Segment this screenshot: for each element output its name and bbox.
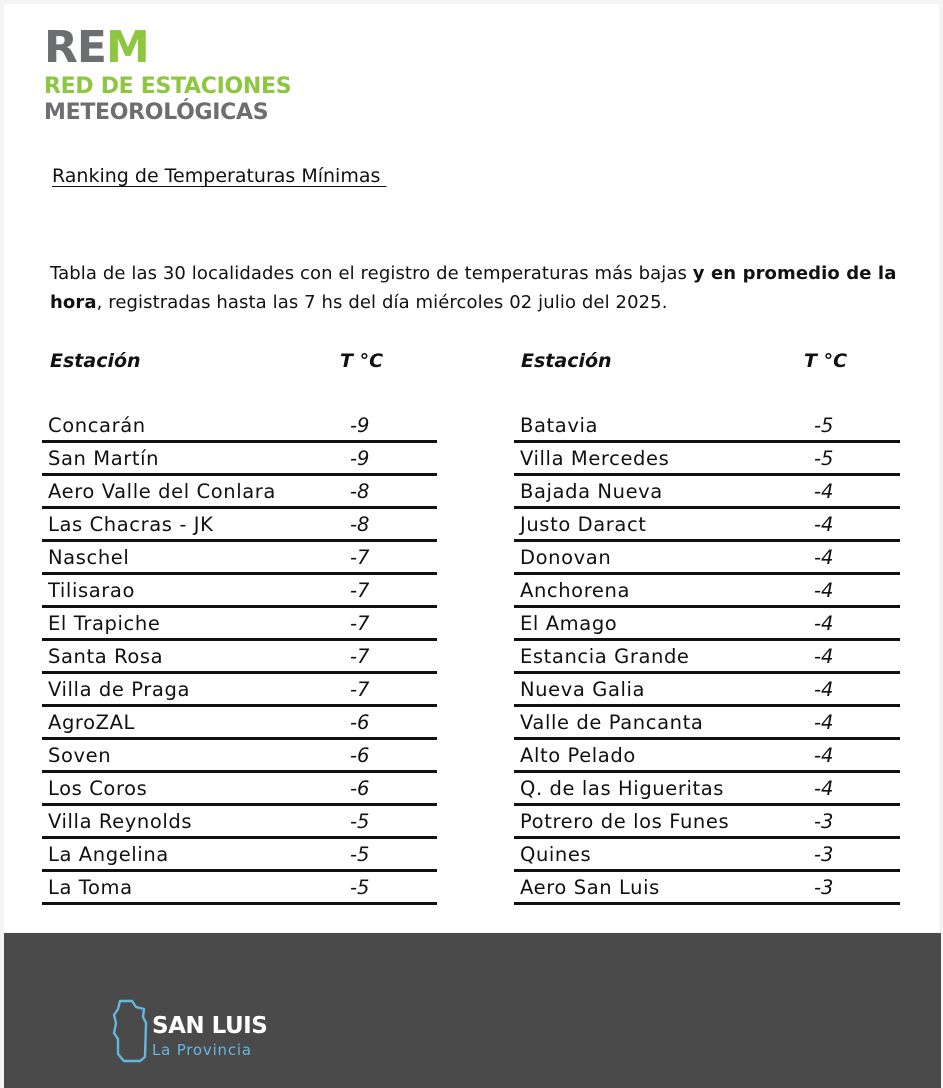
station-name: Las Chacras - JK <box>48 513 214 536</box>
station-name: Soven <box>48 744 112 767</box>
temperature-value: -4 <box>814 612 834 635</box>
table-row <box>514 674 900 707</box>
temperature-value: -5 <box>350 876 370 899</box>
temperature-value: -4 <box>814 777 834 800</box>
san-luis-subtitle: La Provincia <box>152 1041 252 1059</box>
station-name: Concarán <box>48 414 146 437</box>
station-name: Naschel <box>48 546 130 569</box>
table-row <box>514 542 900 575</box>
table-row <box>514 641 900 674</box>
temperature-value: -5 <box>350 810 370 833</box>
table-row <box>514 476 900 509</box>
table-row <box>42 575 437 608</box>
station-name: Villa de Praga <box>48 678 190 701</box>
table-row <box>514 410 900 443</box>
table-row <box>42 641 437 674</box>
table-row <box>42 608 437 641</box>
table-row <box>42 707 437 740</box>
temperature-value: -7 <box>350 678 370 701</box>
table-row <box>514 575 900 608</box>
temperature-value: -7 <box>350 579 370 602</box>
table-row <box>42 476 437 509</box>
description <box>50 259 910 317</box>
table-row <box>514 872 900 905</box>
station-name: El Trapiche <box>48 612 161 635</box>
station-name: La Angelina <box>48 843 169 866</box>
rem-logo-line2: METEOROLÓGICAS <box>44 100 269 125</box>
station-name: Aero San Luis <box>520 876 660 899</box>
rem-logo-wordmark <box>44 22 291 73</box>
temperature-value: -6 <box>350 711 370 734</box>
table-row <box>42 806 437 839</box>
header-temp: T °C <box>340 350 384 372</box>
temperature-value: -7 <box>350 645 370 668</box>
rem-logo <box>44 22 292 126</box>
station-name: Villa Reynolds <box>48 810 193 833</box>
station-name: Quines <box>520 843 592 866</box>
station-name: Aero Valle del Conlara <box>48 480 276 503</box>
san-luis-map-icon <box>112 999 148 1063</box>
table-row <box>514 806 900 839</box>
station-name: Santa Rosa <box>48 645 164 668</box>
header-temp: T °C <box>804 350 848 372</box>
temperature-value: -6 <box>350 744 370 767</box>
header-station: Estación <box>50 350 141 372</box>
table-row <box>514 608 900 641</box>
description-part2: , registradas hasta las 7 hs del día miércoles 02 julio del 2025. <box>96 292 668 313</box>
table-row <box>514 839 900 872</box>
table-row <box>42 410 437 443</box>
rem-logo-letters: RE <box>44 22 106 73</box>
station-name: Estancia Grande <box>520 645 690 668</box>
temperature-value: -4 <box>814 546 834 569</box>
temperature-value: -5 <box>814 447 834 470</box>
station-name: San Martín <box>48 447 160 470</box>
table-row <box>42 839 437 872</box>
table-row <box>514 740 900 773</box>
table-header <box>42 348 437 410</box>
table-row <box>42 740 437 773</box>
description-part1: Tabla de las 30 localidades con el registro de temperaturas más bajas <box>50 263 693 284</box>
table-header <box>514 348 900 410</box>
station-name: Nueva Galia <box>520 678 646 701</box>
station-name: Justo Daract <box>520 513 647 536</box>
temperature-value: -5 <box>814 414 834 437</box>
temperature-value: -5 <box>350 843 370 866</box>
station-name: La Toma <box>48 876 133 899</box>
temperature-value: -8 <box>350 513 370 536</box>
table-row <box>42 872 437 905</box>
station-name: Alto Pelado <box>520 744 636 767</box>
temperature-value: -9 <box>350 447 370 470</box>
table-row <box>42 542 437 575</box>
station-name: Batavia <box>520 414 599 437</box>
table-row <box>42 674 437 707</box>
page-title: Ranking de Temperaturas Mínimas <box>52 165 387 187</box>
header-station: Estación <box>521 350 612 372</box>
temperature-value: -4 <box>814 480 834 503</box>
station-name: Villa Mercedes <box>520 447 670 470</box>
temperature-value: -9 <box>350 414 370 437</box>
station-name: El Amago <box>520 612 618 635</box>
san-luis-title: SAN LUIS <box>152 1013 268 1039</box>
footer-bar <box>4 933 941 1088</box>
table-row <box>514 443 900 476</box>
temperature-value: -4 <box>814 744 834 767</box>
rem-logo-line1: RED DE ESTACIONES <box>44 74 292 99</box>
table-row <box>42 773 437 806</box>
temperature-value: -3 <box>814 843 834 866</box>
station-name: Tilisarao <box>48 579 135 602</box>
station-name: Anchorena <box>520 579 631 602</box>
temperature-value: -4 <box>814 645 834 668</box>
table-row <box>42 443 437 476</box>
table-row <box>514 509 900 542</box>
station-name: AgroZAL <box>48 711 135 734</box>
table-row <box>514 707 900 740</box>
station-name: Potrero de los Funes <box>520 810 730 833</box>
temperature-value: -3 <box>814 876 834 899</box>
description-bold: y en promedio de la hora <box>50 263 897 313</box>
temperature-value: -4 <box>814 711 834 734</box>
table-row <box>514 773 900 806</box>
station-name: Q. de las Higueritas <box>520 777 725 800</box>
station-name: Los Coros <box>48 777 148 800</box>
ranking-table-left <box>42 348 437 905</box>
temperature-value: -7 <box>350 546 370 569</box>
temperature-value: -4 <box>814 513 834 536</box>
temperature-value: -4 <box>814 678 834 701</box>
rem-logo-letter-m: M <box>105 22 149 73</box>
station-name: Bajada Nueva <box>520 480 663 503</box>
table-row <box>42 509 437 542</box>
ranking-table-right <box>514 348 900 905</box>
temperature-value: -4 <box>814 579 834 602</box>
station-name: Valle de Pancanta <box>520 711 704 734</box>
temperature-value: -3 <box>814 810 834 833</box>
station-name: Donovan <box>520 546 612 569</box>
temperature-value: -8 <box>350 480 370 503</box>
temperature-value: -7 <box>350 612 370 635</box>
temperature-value: -6 <box>350 777 370 800</box>
